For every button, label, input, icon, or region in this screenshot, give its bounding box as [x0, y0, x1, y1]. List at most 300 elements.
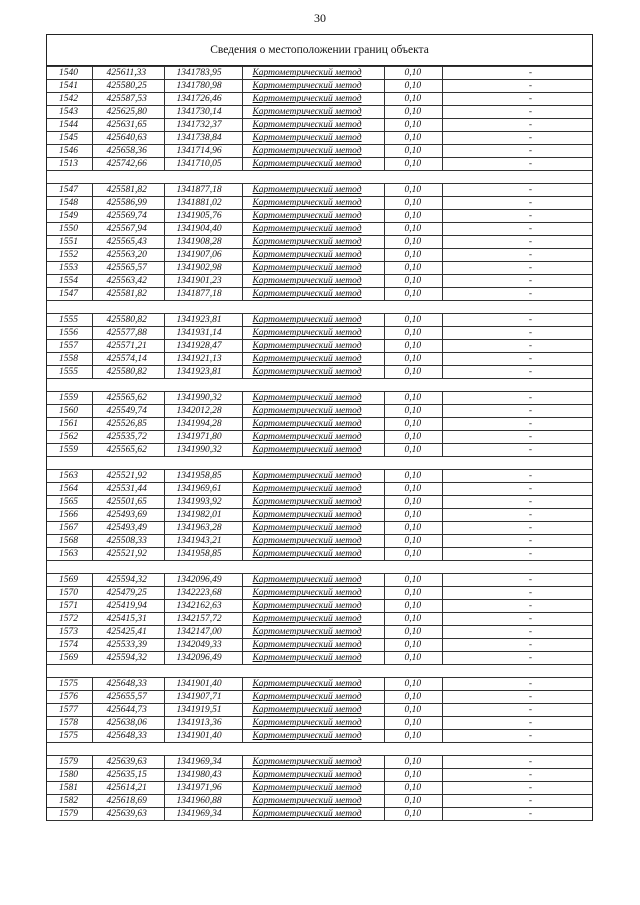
note-cell: - [442, 470, 592, 483]
coordinate-x-cell: 425625,80 [92, 106, 164, 119]
method-cell: Картометрический метод [242, 808, 384, 821]
table-row [47, 275, 592, 288]
coordinate-x-cell: 425565,43 [92, 236, 164, 249]
point-number-cell: 1547 [47, 288, 92, 301]
coordinate-y-cell: 1341710,05 [164, 158, 242, 171]
method-cell: Картометрический метод [242, 236, 384, 249]
coordinate-y-cell: 1341905,76 [164, 210, 242, 223]
table-row [47, 158, 592, 171]
point-number-cell: 1562 [47, 431, 92, 444]
accuracy-cell: 0,10 [384, 782, 442, 795]
point-number-cell: 1544 [47, 119, 92, 132]
coordinate-x-cell: 425577,88 [92, 327, 164, 340]
method-cell: Картометрический метод [242, 626, 384, 639]
table-row [47, 535, 592, 548]
accuracy-cell: 0,10 [384, 483, 442, 496]
note-cell: - [442, 600, 592, 613]
coordinate-y-cell: 1341714,96 [164, 145, 242, 158]
coordinate-x-cell: 425479,25 [92, 587, 164, 600]
group-separator-row [47, 301, 592, 314]
point-number-cell: 1578 [47, 717, 92, 730]
table-row [47, 626, 592, 639]
note-cell: - [442, 223, 592, 236]
coordinate-y-cell: 1341726,46 [164, 93, 242, 106]
coordinate-y-cell: 1341904,40 [164, 223, 242, 236]
note-cell: - [442, 587, 592, 600]
coordinate-x-cell: 425493,49 [92, 522, 164, 535]
accuracy-cell: 0,10 [384, 80, 442, 93]
coordinate-x-cell: 425640,63 [92, 132, 164, 145]
accuracy-cell: 0,10 [384, 210, 442, 223]
coordinates-table-body [47, 67, 592, 821]
table-row [47, 574, 592, 587]
coordinate-y-cell: 1342223,68 [164, 587, 242, 600]
coordinate-y-cell: 1341902,98 [164, 262, 242, 275]
coordinate-y-cell: 1341971,80 [164, 431, 242, 444]
group-separator-row [47, 457, 592, 470]
coordinate-y-cell: 1341960,88 [164, 795, 242, 808]
accuracy-cell: 0,10 [384, 392, 442, 405]
note-cell: - [442, 418, 592, 431]
note-cell: - [442, 522, 592, 535]
table-row [47, 509, 592, 522]
accuracy-cell: 0,10 [384, 769, 442, 782]
note-cell: - [442, 67, 592, 80]
table-row [47, 431, 592, 444]
note-cell: - [442, 756, 592, 769]
coordinate-y-cell: 1341908,28 [164, 236, 242, 249]
table-row [47, 93, 592, 106]
table-row [47, 808, 592, 821]
coordinate-x-cell: 425521,92 [92, 470, 164, 483]
group-separator-row [47, 743, 592, 756]
point-number-cell: 1548 [47, 197, 92, 210]
point-number-cell: 1541 [47, 80, 92, 93]
table-row [47, 392, 592, 405]
coordinate-y-cell: 1341993,92 [164, 496, 242, 509]
point-number-cell: 1563 [47, 470, 92, 483]
point-number-cell: 1571 [47, 600, 92, 613]
separator-cell [47, 171, 592, 184]
note-cell: - [442, 275, 592, 288]
accuracy-cell: 0,10 [384, 327, 442, 340]
point-number-cell: 1576 [47, 691, 92, 704]
point-number-cell: 1582 [47, 795, 92, 808]
coordinate-y-cell: 1341913,36 [164, 717, 242, 730]
method-cell: Картометрический метод [242, 704, 384, 717]
method-cell: Картометрический метод [242, 483, 384, 496]
coordinate-y-cell: 1341780,98 [164, 80, 242, 93]
coordinate-x-cell: 425655,57 [92, 691, 164, 704]
accuracy-cell: 0,10 [384, 626, 442, 639]
page-number: 30 [314, 11, 326, 25]
point-number-cell: 1543 [47, 106, 92, 119]
method-cell: Картометрический метод [242, 249, 384, 262]
table-row [47, 639, 592, 652]
point-number-cell: 1559 [47, 444, 92, 457]
table-row [47, 678, 592, 691]
coordinate-x-cell: 425586,99 [92, 197, 164, 210]
point-number-cell: 1556 [47, 327, 92, 340]
coordinate-x-cell: 425419,94 [92, 600, 164, 613]
note-cell: - [442, 496, 592, 509]
coordinate-y-cell: 1342096,49 [164, 574, 242, 587]
point-number-cell: 1545 [47, 132, 92, 145]
point-number-cell: 1540 [47, 67, 92, 80]
note-cell: - [442, 717, 592, 730]
accuracy-cell: 0,10 [384, 288, 442, 301]
point-number-cell: 1542 [47, 93, 92, 106]
table-row [47, 366, 592, 379]
method-cell: Картометрический метод [242, 184, 384, 197]
point-number-cell: 1579 [47, 808, 92, 821]
point-number-cell: 1573 [47, 626, 92, 639]
table-row [47, 353, 592, 366]
coordinate-x-cell: 425574,14 [92, 353, 164, 366]
coordinate-y-cell: 1341958,85 [164, 548, 242, 561]
coordinates-table [47, 66, 592, 821]
accuracy-cell: 0,10 [384, 704, 442, 717]
coordinate-y-cell: 1341907,06 [164, 249, 242, 262]
accuracy-cell: 0,10 [384, 418, 442, 431]
method-cell: Картометрический метод [242, 418, 384, 431]
coordinate-y-cell: 1341990,32 [164, 392, 242, 405]
accuracy-cell: 0,10 [384, 535, 442, 548]
coordinate-x-cell: 425580,25 [92, 80, 164, 93]
coordinate-x-cell: 425563,42 [92, 275, 164, 288]
accuracy-cell: 0,10 [384, 717, 442, 730]
accuracy-cell: 0,10 [384, 808, 442, 821]
table-row [47, 223, 592, 236]
accuracy-cell: 0,10 [384, 652, 442, 665]
note-cell: - [442, 288, 592, 301]
method-cell: Картометрический метод [242, 106, 384, 119]
coordinate-y-cell: 1341971,96 [164, 782, 242, 795]
coordinate-y-cell: 1342049,33 [164, 639, 242, 652]
table-row [47, 106, 592, 119]
accuracy-cell: 0,10 [384, 678, 442, 691]
method-cell: Картометрический метод [242, 327, 384, 340]
point-number-cell: 1566 [47, 509, 92, 522]
coordinate-x-cell: 425581,82 [92, 288, 164, 301]
separator-cell [47, 379, 592, 392]
coordinate-y-cell: 1341982,01 [164, 509, 242, 522]
note-cell: - [442, 535, 592, 548]
note-cell: - [442, 639, 592, 652]
table-row [47, 795, 592, 808]
accuracy-cell: 0,10 [384, 548, 442, 561]
note-cell: - [442, 782, 592, 795]
point-number-cell: 1579 [47, 756, 92, 769]
note-cell: - [442, 730, 592, 743]
coordinate-x-cell: 425587,53 [92, 93, 164, 106]
accuracy-cell: 0,10 [384, 639, 442, 652]
coordinate-y-cell: 1341969,34 [164, 808, 242, 821]
point-number-cell: 1561 [47, 418, 92, 431]
method-cell: Картометрический метод [242, 262, 384, 275]
coordinate-y-cell: 1341877,18 [164, 184, 242, 197]
accuracy-cell: 0,10 [384, 197, 442, 210]
method-cell: Картометрический метод [242, 535, 384, 548]
table-row [47, 210, 592, 223]
coordinate-x-cell: 425631,65 [92, 119, 164, 132]
coordinate-x-cell: 425571,21 [92, 340, 164, 353]
point-number-cell: 1555 [47, 366, 92, 379]
note-cell: - [442, 431, 592, 444]
table-row [47, 340, 592, 353]
accuracy-cell: 0,10 [384, 795, 442, 808]
coordinate-x-cell: 425638,06 [92, 717, 164, 730]
coordinate-x-cell: 425501,65 [92, 496, 164, 509]
note-cell: - [442, 249, 592, 262]
point-number-cell: 1554 [47, 275, 92, 288]
note-cell: - [442, 704, 592, 717]
note-cell: - [442, 145, 592, 158]
point-number-cell: 1569 [47, 574, 92, 587]
accuracy-cell: 0,10 [384, 470, 442, 483]
accuracy-cell: 0,10 [384, 600, 442, 613]
accuracy-cell: 0,10 [384, 613, 442, 626]
separator-cell [47, 743, 592, 756]
table-row [47, 769, 592, 782]
method-cell: Картометрический метод [242, 431, 384, 444]
note-cell: - [442, 327, 592, 340]
method-cell: Картометрический метод [242, 756, 384, 769]
coordinate-x-cell: 425648,33 [92, 730, 164, 743]
accuracy-cell: 0,10 [384, 67, 442, 80]
group-separator-row [47, 665, 592, 678]
point-number-cell: 1546 [47, 145, 92, 158]
accuracy-cell: 0,10 [384, 730, 442, 743]
point-number-cell: 1568 [47, 535, 92, 548]
coordinate-y-cell: 1341730,14 [164, 106, 242, 119]
accuracy-cell: 0,10 [384, 431, 442, 444]
coordinate-x-cell: 425565,57 [92, 262, 164, 275]
point-number-cell: 1513 [47, 158, 92, 171]
method-cell: Картометрический метод [242, 548, 384, 561]
table-row [47, 600, 592, 613]
table-row [47, 704, 592, 717]
method-cell: Картометрический метод [242, 366, 384, 379]
coordinate-x-cell: 425493,69 [92, 509, 164, 522]
accuracy-cell: 0,10 [384, 522, 442, 535]
table-row [47, 145, 592, 158]
accuracy-cell: 0,10 [384, 405, 442, 418]
coordinate-y-cell: 1341980,43 [164, 769, 242, 782]
method-cell: Картометрический метод [242, 769, 384, 782]
coordinate-y-cell: 1342096,49 [164, 652, 242, 665]
group-separator-row [47, 171, 592, 184]
table-row [47, 470, 592, 483]
coordinate-x-cell: 425565,62 [92, 444, 164, 457]
note-cell: - [442, 808, 592, 821]
accuracy-cell: 0,10 [384, 444, 442, 457]
table-row [47, 483, 592, 496]
method-cell: Картометрический метод [242, 782, 384, 795]
table-row [47, 132, 592, 145]
table-row [47, 236, 592, 249]
coordinate-x-cell: 425614,21 [92, 782, 164, 795]
table-row [47, 496, 592, 509]
method-cell: Картометрический метод [242, 795, 384, 808]
table-row [47, 613, 592, 626]
method-cell: Картометрический метод [242, 275, 384, 288]
point-number-cell: 1555 [47, 314, 92, 327]
table-row [47, 327, 592, 340]
coordinate-x-cell: 425531,44 [92, 483, 164, 496]
note-cell: - [442, 210, 592, 223]
coordinate-y-cell: 1341969,61 [164, 483, 242, 496]
coordinate-x-cell: 425742,66 [92, 158, 164, 171]
method-cell: Картометрический метод [242, 80, 384, 93]
table-row [47, 444, 592, 457]
accuracy-cell: 0,10 [384, 275, 442, 288]
point-number-cell: 1551 [47, 236, 92, 249]
table-row [47, 314, 592, 327]
method-cell: Картометрический метод [242, 158, 384, 171]
table-row [47, 197, 592, 210]
method-cell: Картометрический метод [242, 600, 384, 613]
table-row [47, 67, 592, 80]
note-cell: - [442, 314, 592, 327]
coordinate-y-cell: 1342157,72 [164, 613, 242, 626]
note-cell: - [442, 197, 592, 210]
table-row [47, 184, 592, 197]
coordinate-x-cell: 425594,32 [92, 652, 164, 665]
accuracy-cell: 0,10 [384, 132, 442, 145]
coordinate-x-cell: 425567,94 [92, 223, 164, 236]
note-cell: - [442, 262, 592, 275]
table-row [47, 262, 592, 275]
table-row [47, 730, 592, 743]
coordinate-y-cell: 1342162,63 [164, 600, 242, 613]
coordinate-x-cell: 425508,33 [92, 535, 164, 548]
table-row [47, 691, 592, 704]
note-cell: - [442, 574, 592, 587]
separator-cell [47, 665, 592, 678]
coordinate-y-cell: 1341738,84 [164, 132, 242, 145]
accuracy-cell: 0,10 [384, 106, 442, 119]
table-row [47, 652, 592, 665]
note-cell: - [442, 340, 592, 353]
coordinate-x-cell: 425526,85 [92, 418, 164, 431]
table-row [47, 717, 592, 730]
coordinate-x-cell: 425648,33 [92, 678, 164, 691]
coordinate-y-cell: 1341943,21 [164, 535, 242, 548]
method-cell: Картометрический метод [242, 145, 384, 158]
boundary-table-frame [46, 34, 593, 821]
point-number-cell: 1557 [47, 340, 92, 353]
coordinate-x-cell: 425569,74 [92, 210, 164, 223]
accuracy-cell: 0,10 [384, 249, 442, 262]
table-row [47, 782, 592, 795]
point-number-cell: 1567 [47, 522, 92, 535]
table-row [47, 756, 592, 769]
accuracy-cell: 0,10 [384, 340, 442, 353]
note-cell: - [442, 132, 592, 145]
method-cell: Картометрический метод [242, 288, 384, 301]
note-cell: - [442, 366, 592, 379]
coordinate-x-cell: 425549,74 [92, 405, 164, 418]
point-number-cell: 1559 [47, 392, 92, 405]
note-cell: - [442, 795, 592, 808]
table-row [47, 119, 592, 132]
coordinate-y-cell: 1341958,85 [164, 470, 242, 483]
point-number-cell: 1549 [47, 210, 92, 223]
note-cell: - [442, 184, 592, 197]
coordinate-y-cell: 1341881,02 [164, 197, 242, 210]
method-cell: Картометрический метод [242, 392, 384, 405]
method-cell: Картометрический метод [242, 496, 384, 509]
table-row [47, 587, 592, 600]
coordinate-x-cell: 425658,36 [92, 145, 164, 158]
coordinate-y-cell: 1342012,28 [164, 405, 242, 418]
coordinate-x-cell: 425565,62 [92, 392, 164, 405]
point-number-cell: 1581 [47, 782, 92, 795]
coordinate-x-cell: 425521,92 [92, 548, 164, 561]
note-cell: - [442, 613, 592, 626]
note-cell: - [442, 444, 592, 457]
coordinate-x-cell: 425639,63 [92, 808, 164, 821]
separator-cell [47, 561, 592, 574]
coordinate-y-cell: 1341877,18 [164, 288, 242, 301]
note-cell: - [442, 652, 592, 665]
table-heading: Сведения о местоположении границ объекта [47, 35, 592, 66]
coordinate-x-cell: 425415,31 [92, 613, 164, 626]
note-cell: - [442, 93, 592, 106]
coordinate-x-cell: 425535,72 [92, 431, 164, 444]
note-cell: - [442, 626, 592, 639]
point-number-cell: 1565 [47, 496, 92, 509]
point-number-cell: 1564 [47, 483, 92, 496]
accuracy-cell: 0,10 [384, 223, 442, 236]
note-cell: - [442, 678, 592, 691]
method-cell: Картометрический метод [242, 613, 384, 626]
point-number-cell: 1575 [47, 730, 92, 743]
method-cell: Картометрический метод [242, 197, 384, 210]
accuracy-cell: 0,10 [384, 691, 442, 704]
method-cell: Картометрический метод [242, 470, 384, 483]
accuracy-cell: 0,10 [384, 353, 442, 366]
coordinate-y-cell: 1341931,14 [164, 327, 242, 340]
point-number-cell: 1575 [47, 678, 92, 691]
note-cell: - [442, 769, 592, 782]
accuracy-cell: 0,10 [384, 496, 442, 509]
coordinate-y-cell: 1341963,28 [164, 522, 242, 535]
note-cell: - [442, 509, 592, 522]
point-number-cell: 1574 [47, 639, 92, 652]
coordinate-x-cell: 425581,82 [92, 184, 164, 197]
point-number-cell: 1577 [47, 704, 92, 717]
point-number-cell: 1558 [47, 353, 92, 366]
coordinate-y-cell: 1342147,00 [164, 626, 242, 639]
group-separator-row [47, 379, 592, 392]
coordinate-x-cell: 425425,41 [92, 626, 164, 639]
method-cell: Картометрический метод [242, 67, 384, 80]
table-row [47, 405, 592, 418]
accuracy-cell: 0,10 [384, 756, 442, 769]
accuracy-cell: 0,10 [384, 236, 442, 249]
table-row [47, 249, 592, 262]
coordinate-y-cell: 1341923,81 [164, 366, 242, 379]
note-cell: - [442, 548, 592, 561]
point-number-cell: 1572 [47, 613, 92, 626]
method-cell: Картометрический метод [242, 93, 384, 106]
method-cell: Картометрический метод [242, 587, 384, 600]
coordinate-y-cell: 1341919,51 [164, 704, 242, 717]
method-cell: Картометрический метод [242, 340, 384, 353]
method-cell: Картометрический метод [242, 652, 384, 665]
